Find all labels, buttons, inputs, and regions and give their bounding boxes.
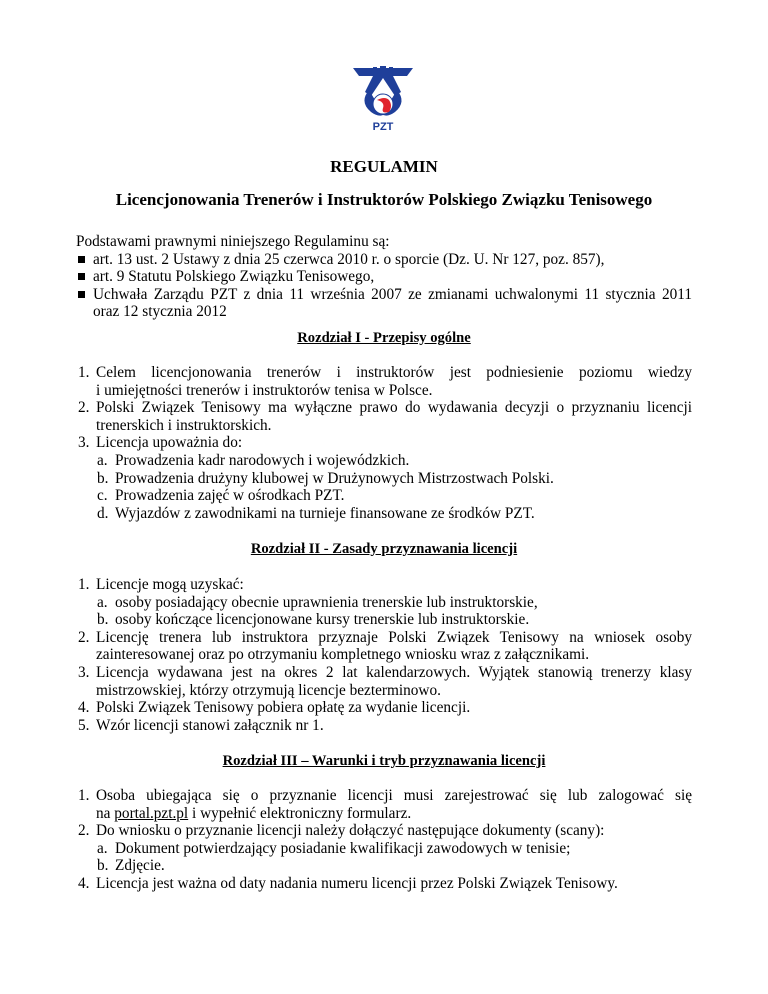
pzt-logo xyxy=(349,66,417,134)
bullet-square-icon xyxy=(78,273,85,280)
list-item: 3. Licencja wydawana jest na okres 2 lat kalendarzowych. Wyjątek stanowią trenerzy klasy mistrzowskiej, którzy otrzymują licencje bezterminowo. xyxy=(78,663,692,699)
sub-item: c. Prowadzenia zajęć w ośrodkach PZT. xyxy=(97,487,345,505)
sub-item: a. Prowadzenia kadr narodowych i wojewódzkich. xyxy=(97,451,410,469)
portal-link[interactable]: portal.pzt.pl xyxy=(114,804,189,822)
document-subtitle: Licencjonowania Trenerów i Instruktorów Polskiego Związku Tenisowego xyxy=(115,190,653,209)
sub-item: b. Zdjęcie. xyxy=(97,857,165,875)
section-body xyxy=(78,576,692,734)
section-heading: Rozdział I - Przepisy ogólne xyxy=(297,330,471,346)
list-item: 2. Licencję trenera lub instruktora przyznaje Polski Związek Tenisowy na wniosek osoby zainteresowanej oraz po otrzymaniu kompletnego wniosku wraz z załącznikami. xyxy=(78,628,692,664)
legal-basis-lead: Podstawami prawnymi niniejszego Regulaminu są: xyxy=(76,233,390,250)
list-item: 3. Licencja upoważnia do: xyxy=(78,434,243,452)
list-item: Uchwała Zarządu PZT z dnia 11 września 2007 ze zmianami uchwalonymi 11 stycznia 2011 xyxy=(76,286,692,304)
legal-basis xyxy=(76,233,692,321)
sub-item: b. osoby kończące licencjonowane kursy trenerskie lub instruktorskie. xyxy=(97,611,530,629)
document-title: REGULAMIN xyxy=(330,157,438,176)
list-item-continuation: oraz 12 stycznia 2012 xyxy=(93,303,227,321)
section-body xyxy=(78,364,692,522)
list-item: 1. Osoba ubiegająca się o przyznanie licencji musi zarejestrować się lub zalogować się na portal.pzt.pl i wypełnić elektroniczny formularz. xyxy=(78,787,692,822)
sub-item: b. Prowadzenia drużyny klubowej w Drużynowych Mistrzostwach Polski. xyxy=(97,469,554,487)
sub-item: a. osoby posiadający obecnie uprawnienia trenerskie lub instruktorskie, xyxy=(97,593,538,611)
sub-item: a. Dokument potwierdzający posiadanie kwalifikacji zawodowych w tenisie; xyxy=(97,839,571,857)
list-item: 1. Celem licencjonowania trenerów i instruktorów jest podniesienie poziomu wiedzy i umiejętności trenerów i instruktorów tenisa w Polsce. xyxy=(78,364,692,399)
list-item: 5. Wzór licencji stanowi załącznik nr 1. xyxy=(78,716,324,734)
section-heading: Rozdział II - Zasady przyznawania licencji xyxy=(250,541,518,557)
section-heading: Rozdział III – Warunki i tryb przyznawania licencji xyxy=(222,753,546,769)
logo-text: PZT xyxy=(372,121,394,133)
sub-item: d. Wyjazdów z zawodnikami na turnieje finansowane ze środków PZT. xyxy=(97,504,535,522)
list-item: 4. Licencja jest ważna od daty nadania numeru licencji przez Polski Związek Tenisowy. xyxy=(78,874,618,892)
bullet-square-icon xyxy=(78,291,85,298)
list-item: art. 13 ust. 2 Ustawy z dnia 25 czerwca 2010 r. o sporcie (Dz. U. Nr 127, poz. 857), xyxy=(76,251,692,269)
bullet-square-icon xyxy=(78,256,85,263)
list-item: 1. Licencje mogą uzyskać: xyxy=(78,576,244,593)
list-item: art. 9 Statutu Polskiego Związku Tenisowego, xyxy=(76,268,692,286)
section-body xyxy=(78,787,692,893)
list-item: 2. Polski Związek Tenisowy ma wyłączne prawo do wydawania decyzji o przyznaniu licencji trenerskich i instruktorskich. xyxy=(78,399,692,434)
list-item: 2. Do wniosku o przyznanie licencji należy dołączyć następujące dokumenty (scany): xyxy=(78,822,605,840)
list-item: 4. Polski Związek Tenisowy pobiera opłatę za wydanie licencji. xyxy=(78,699,471,717)
